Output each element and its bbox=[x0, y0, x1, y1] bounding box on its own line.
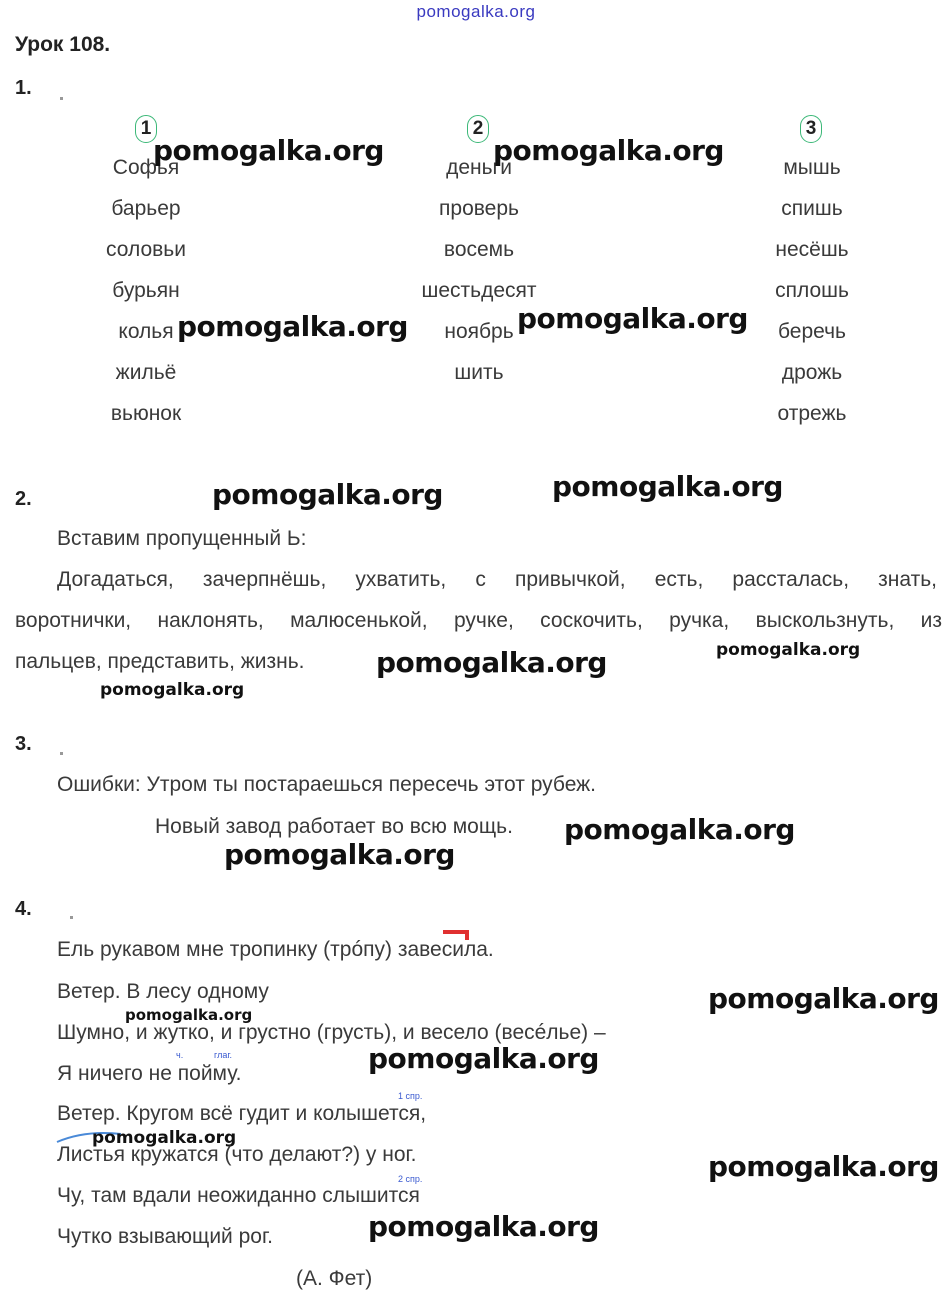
watermark: pomogalka.org bbox=[517, 302, 748, 335]
poem-line: Чутко взывающий рог. bbox=[57, 1225, 273, 1248]
col2-word: проверь bbox=[439, 197, 519, 220]
note-spr2: 2 спр. bbox=[398, 1174, 423, 1184]
note-glag: глаг. bbox=[214, 1050, 233, 1060]
col3-word: дрожь bbox=[781, 361, 843, 384]
watermark: pomogalka.org bbox=[177, 310, 408, 343]
col1-word: вьюнок bbox=[110, 402, 182, 425]
task1-number: 1. bbox=[15, 77, 32, 99]
watermark: pomogalka.org bbox=[716, 640, 861, 660]
task2-intro: Вставим пропущенный Ь: bbox=[57, 527, 307, 550]
col3-word: спишь bbox=[781, 197, 843, 220]
column-3-marker: 3 bbox=[800, 115, 822, 143]
watermark: pomogalka.org bbox=[376, 646, 607, 679]
col1-word: соловьи bbox=[106, 238, 186, 261]
watermark: pomogalka.org bbox=[125, 1006, 253, 1024]
poem-line: Ель рукавом мне тропинку (трóпу) завесила. bbox=[57, 938, 494, 961]
col3-word: сплошь bbox=[775, 279, 849, 302]
site-header[interactable]: pomogalka.org bbox=[416, 2, 536, 21]
watermark: pomogalka.org bbox=[153, 134, 384, 167]
watermark: pomogalka.org bbox=[708, 982, 939, 1015]
col2-word: восемь bbox=[443, 238, 515, 261]
watermark: pomogalka.org bbox=[708, 1150, 939, 1183]
col1-word: жильё bbox=[115, 361, 177, 384]
watermark: pomogalka.org bbox=[552, 470, 783, 503]
watermark: pomogalka.org bbox=[368, 1042, 599, 1075]
watermark: pomogalka.org bbox=[564, 813, 795, 846]
task2-line-2: воротнички, наклонять, малюсенькой, ручке, соскочить, ручка, выскользнуть, из bbox=[15, 609, 942, 632]
watermark: pomogalka.org bbox=[212, 478, 443, 511]
task2-line-3: пальцев, представить, жизнь. bbox=[15, 650, 305, 673]
task2-number: 2. bbox=[15, 488, 32, 510]
watermark: pomogalka.org bbox=[368, 1210, 599, 1243]
note-ch: ч. bbox=[176, 1050, 184, 1060]
col2-word: шить bbox=[454, 361, 504, 384]
col2-word: ноябрь bbox=[444, 320, 514, 343]
task3-number: 3. bbox=[15, 733, 32, 755]
dot-mark bbox=[60, 752, 63, 755]
watermark: pomogalka.org bbox=[100, 680, 245, 700]
watermark: pomogalka.org bbox=[92, 1128, 237, 1148]
poem-line: Листья кружатся (что делают?) у ног. bbox=[57, 1143, 417, 1166]
col3-word: несёшь bbox=[775, 238, 849, 261]
task4-number: 4. bbox=[15, 898, 32, 920]
task2-line-1: Догадаться, зачерпнёшь, ухватить, с привычкой, есть, рассталась, знать, bbox=[57, 568, 937, 591]
column-1-marker: 1 bbox=[135, 115, 157, 143]
dot-mark bbox=[60, 97, 63, 100]
col1-word: барьер bbox=[111, 197, 181, 220]
col3-word: отрежь bbox=[777, 402, 847, 425]
poem-line: Ветер. Кругом всё гудит и колышется, bbox=[57, 1102, 427, 1125]
watermark: pomogalka.org bbox=[224, 838, 455, 871]
col2-word: деньги bbox=[446, 156, 512, 179]
poem-line: Шумно, и жутко, и грустно (грусть), и весело (весéлье) – bbox=[57, 1021, 606, 1044]
poem-author: (А. Фет) bbox=[296, 1267, 373, 1290]
column-2-marker: 2 bbox=[467, 115, 489, 143]
col3-word: мышь bbox=[783, 156, 841, 179]
poem-line: Чу, там вдали неожиданно слышится bbox=[57, 1184, 420, 1207]
task3-line-2: Новый завод работает во всю мощь. bbox=[155, 815, 513, 838]
dot-mark bbox=[70, 916, 73, 919]
col3-word: беречь bbox=[777, 320, 846, 343]
note-spr1: 1 спр. bbox=[398, 1091, 423, 1101]
poem-line: Ветер. В лесу одному bbox=[57, 980, 269, 1003]
col1-word: бурьян bbox=[112, 279, 180, 302]
poem-line: Я ничего не пойму. bbox=[57, 1062, 242, 1085]
col1-word: Софья bbox=[112, 156, 180, 179]
task3-line-1: Ошибки: Утром ты постараешься пересечь этот рубеж. bbox=[57, 773, 597, 796]
watermark: pomogalka.org bbox=[493, 134, 724, 167]
col1-word: колья bbox=[118, 320, 174, 343]
col2-word: шестьдесят bbox=[421, 279, 537, 302]
page-title: Урок 108. bbox=[15, 33, 111, 56]
